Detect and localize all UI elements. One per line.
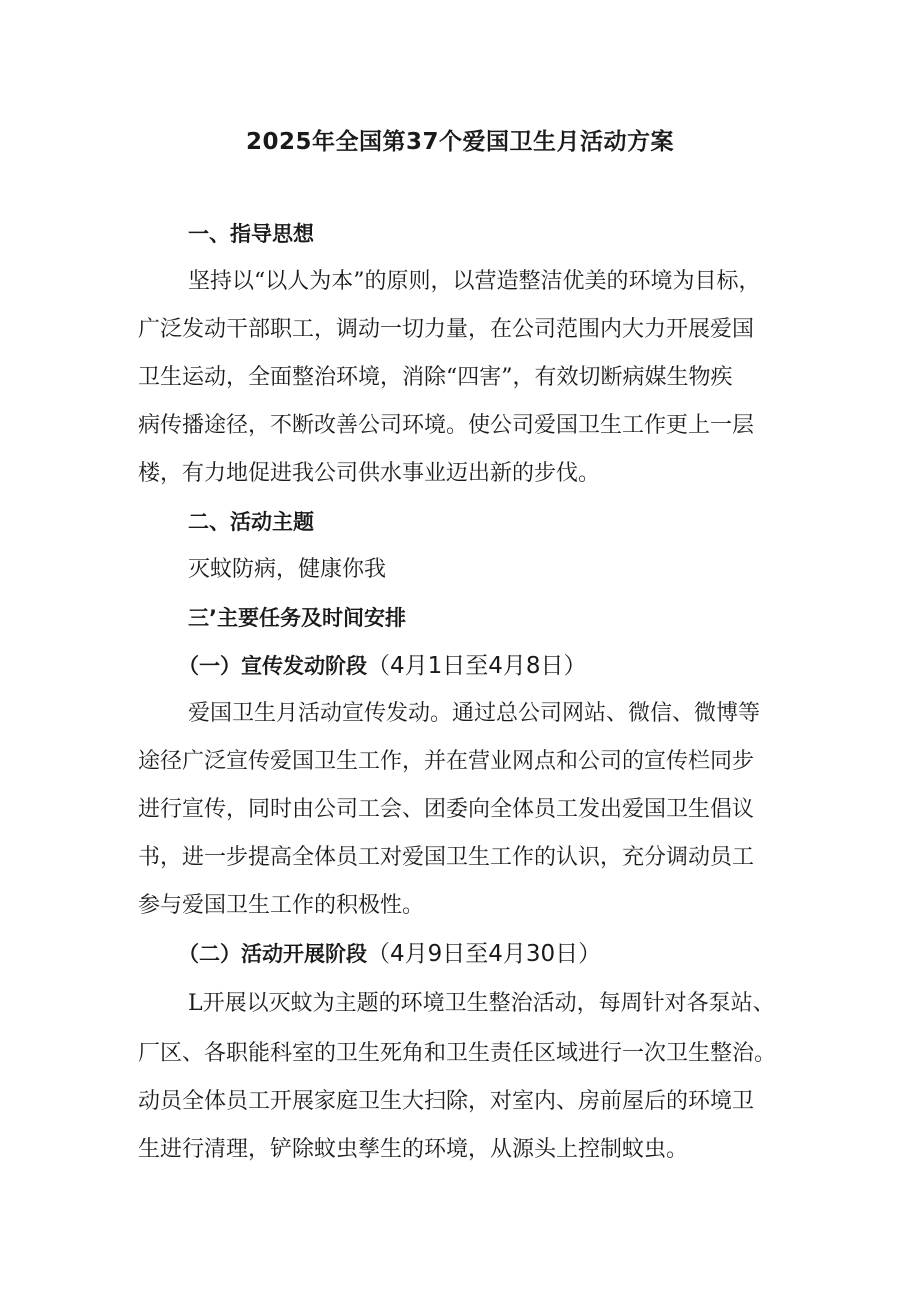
phase1-label: （一）宣传发动阶段 [178, 654, 367, 678]
paragraph-line: 书，进一步提高全体员工对爱国卫生工作的认识，充分调动员工 [138, 845, 755, 870]
phase1-date: （4月1日至4月8日） [367, 653, 587, 679]
paragraph-line: 卫生运动，全面整治环境，消除“四害”，有效切断病媒生物疾 [138, 365, 733, 390]
document-title: 2025年全国第37个爱国卫生月活动方案 [245, 129, 675, 155]
section-heading-guiding-ideology: 一、指导思想 [188, 222, 314, 246]
paragraph-line: 爱国卫生月活动宣传发动。通过总公司网站、微信、微博等 [188, 701, 761, 726]
phase2-label: （二）活动开展阶段 [178, 942, 367, 966]
paragraph-line: 进行宣传，同时由公司工会、团委向全体员工发出爱国卫生倡议 [138, 797, 755, 822]
paragraph-line: 坚持以“以人为本”的原则，以营造整洁优美的环境为目标， [188, 269, 761, 294]
paragraph-line: 厂区、各职能科室的卫生死角和卫生责任区域进行一次卫生整治。 [138, 1041, 777, 1066]
phase2-heading [178, 938, 601, 970]
paragraph-line: 广泛发动干部职工，调动一切力量，在公司范围内大力开展爱国 [138, 317, 755, 342]
paragraph-line: 生进行清理，铲除蚊虫孳生的环境，从源头上控制蚊虫。 [138, 1137, 689, 1162]
paragraph-line: 途径广泛宣传爱国卫生工作，并在营业网点和公司的宣传栏同步 [138, 749, 755, 774]
paragraph-line: L开展以灭蚊为主题的环境卫生整治活动，每周针对各泵站、 [188, 991, 775, 1016]
paragraph-line: 病传播途径，不断改善公司环境。使公司爱国卫生工作更上一层 [138, 413, 755, 438]
paragraph-line: 参与爱国卫生工作的积极性。 [138, 893, 425, 918]
section-heading-tasks-schedule: 三’主要任务及时间安排 [188, 606, 406, 630]
paragraph-line: 动员全体员工开展家庭卫生大扫除，对室内、房前屋后的环境卫 [138, 1089, 755, 1114]
paragraph-line: 灭蚊防病，健康你我 [188, 557, 387, 582]
paragraph-line: 楼，有力地促进我公司供水事业迈出新的步伐。 [138, 461, 601, 486]
phase1-heading [178, 650, 587, 682]
phase2-date: （4月9日至4月30日） [367, 941, 602, 967]
section-heading-theme: 二、活动主题 [188, 510, 314, 534]
